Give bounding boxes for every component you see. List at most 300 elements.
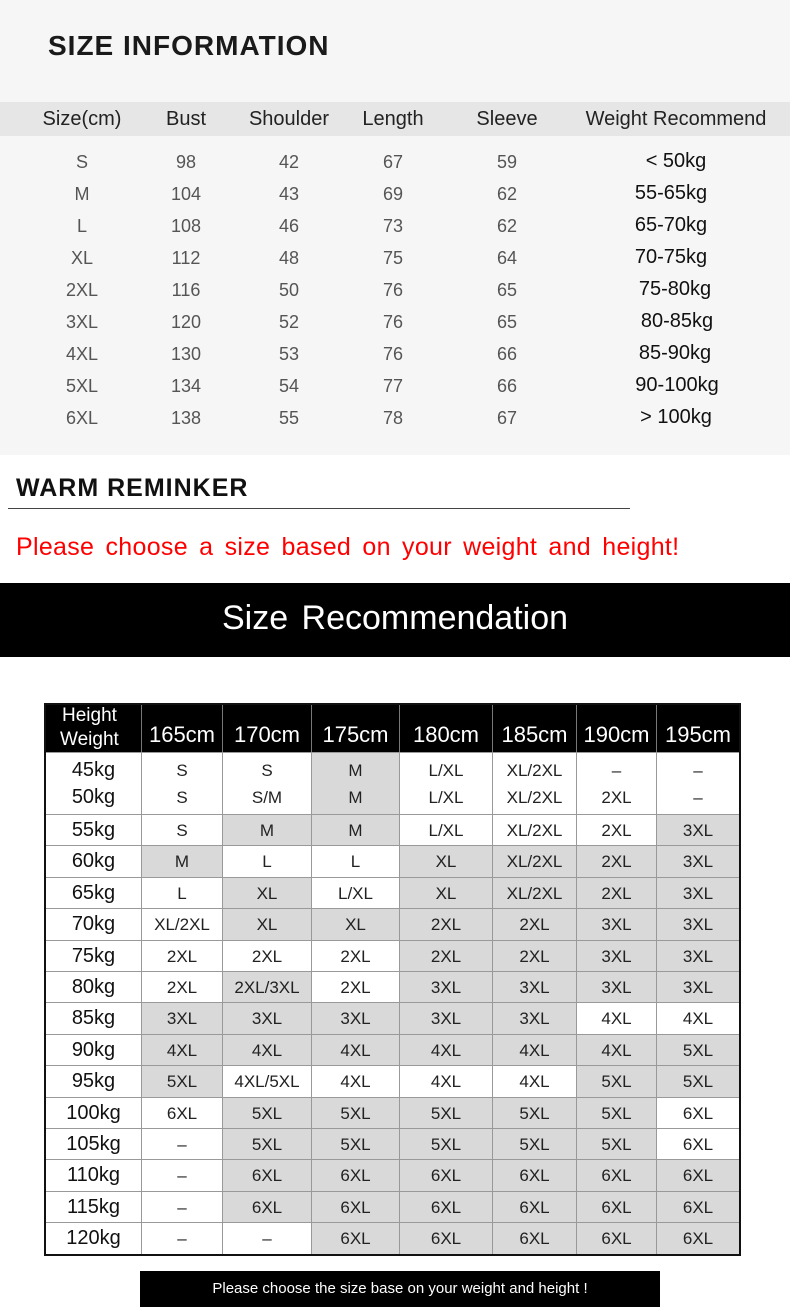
cell-size-value: 3XL [519, 1009, 550, 1029]
size-recommendation-cell [576, 752, 656, 814]
cell-size-value: 2XL [601, 788, 632, 807]
cell-size-value: L/XL [338, 883, 373, 903]
cell-size-value: XL [345, 915, 366, 935]
weight-value: 75kg [71, 944, 116, 967]
warm-reminder-title: WARM REMINKER [16, 474, 249, 502]
size-recommendation-cell [141, 1034, 222, 1065]
weight-label: Weight [60, 729, 119, 750]
size-recommendation-cell [656, 1065, 739, 1096]
size-cell: 53 [278, 344, 300, 364]
cell-size-value: XL/2XL [506, 761, 563, 780]
size-cell: 48 [278, 248, 300, 268]
cell-size-value: – [693, 788, 703, 807]
cell-size-value: 3XL [430, 1009, 462, 1029]
size-cell: 76 [382, 312, 404, 332]
weight-recommend-cell: 80-85kg [640, 310, 714, 332]
cell-size-value: 3XL [682, 852, 714, 872]
size-recommendation-cell [492, 1002, 576, 1033]
cell-size-value: 3XL [601, 946, 632, 966]
weight-row-label [46, 1097, 141, 1128]
size-header-2: Shoulder [248, 108, 330, 130]
size-recommendation-cell [492, 1222, 576, 1253]
cell-size-value: 3XL [682, 883, 714, 903]
size-recommendation-cell [576, 1097, 656, 1128]
size-cell: 76 [382, 280, 404, 300]
weight-value: 110kg [66, 1164, 120, 1187]
size-recommendation-cell [656, 971, 739, 1002]
cell-size-value: XL/2XL [506, 821, 563, 840]
weight-value: 100kg [66, 1101, 121, 1124]
size-recommendation-cell [656, 1222, 739, 1253]
cell-size-value: S [176, 788, 188, 807]
weight-row-label [46, 845, 141, 876]
size-cell: 134 [170, 376, 202, 396]
weight-recommend-cell: 90-100kg [635, 374, 719, 396]
cell-size-value: 6XL [682, 1135, 714, 1154]
size-recommendation-cell [141, 1002, 222, 1033]
size-cell: 66 [496, 376, 518, 396]
cell-size-value: 3XL [682, 978, 714, 997]
cell-size-value: 5XL [251, 1103, 283, 1123]
size-recommendation-cell [492, 1159, 576, 1190]
size-cell: 62 [496, 216, 518, 236]
size-recommendation-cell [222, 1065, 311, 1096]
size-recommendation-cell [656, 908, 739, 939]
size-cell: 78 [382, 408, 404, 428]
size-recommendation-cell [311, 908, 399, 939]
cell-size-value: L/XL [428, 821, 464, 840]
size-recommendation-cell [576, 1159, 656, 1190]
height-column-header: 180cm [399, 705, 492, 752]
size-header-5: Weight Recommend [585, 108, 767, 130]
size-recommendation-cell [492, 752, 576, 814]
size-recommendation-grid [44, 703, 741, 1256]
size-recommendation-cell [141, 845, 222, 876]
size-header-3: Length [362, 108, 424, 130]
size-recommendation-cell [311, 940, 399, 971]
cell-size-value: 4XL [519, 1040, 550, 1060]
size-recommendation-cell [576, 971, 656, 1002]
size-recommendation-cell [656, 1191, 739, 1222]
size-recommendation-cell [399, 1159, 492, 1190]
weight-row-label [46, 940, 141, 971]
cell-size-value: M [259, 821, 275, 840]
cell-size-value: 6XL [601, 1166, 632, 1186]
cell-size-value: 6XL [519, 1229, 550, 1249]
size-cell: M [74, 184, 90, 204]
size-recommendation-cell [576, 1191, 656, 1222]
cell-size-value: 4XL [601, 1009, 632, 1029]
cell-size-value: 2XL [430, 915, 462, 935]
size-recommendation-cell [399, 1002, 492, 1033]
size-recommendation-cell [399, 1034, 492, 1065]
size-recommendation-cell [399, 877, 492, 908]
size-recommendation-cell [399, 1222, 492, 1253]
cell-size-value: 4XL [251, 1040, 283, 1060]
size-recommendation-cell [141, 752, 222, 814]
weight-value: 115kg [66, 1195, 120, 1218]
size-recommendation-title: Size Recommendation [221, 599, 569, 637]
cell-size-value: L [177, 883, 187, 903]
size-header-4: Sleeve [476, 108, 538, 130]
size-recommendation-cell [492, 814, 576, 845]
grid-header-row [46, 705, 739, 752]
size-recommendation-cell [141, 877, 222, 908]
size-recommendation-cell [399, 752, 492, 814]
cell-size-value: 3XL [601, 978, 632, 997]
cell-size-value: 5XL [601, 1103, 632, 1123]
cell-size-value: 2XL [340, 978, 371, 997]
size-cell: S [75, 152, 89, 172]
size-cell: 6XL [65, 408, 99, 428]
size-header-0: Size(cm) [42, 108, 122, 130]
size-recommendation-cell [492, 1065, 576, 1096]
cell-size-value: 2XL [430, 946, 462, 966]
cell-size-value: 3XL [601, 915, 632, 935]
cell-size-value: XL [256, 883, 278, 903]
weight-row-label [46, 908, 141, 939]
size-recommendation-cell [492, 1128, 576, 1159]
cell-size-value: – [262, 1229, 272, 1249]
cell-size-value: XL/2XL [506, 852, 563, 872]
cell-size-value: 6XL [251, 1166, 283, 1186]
cell-size-value: 4XL [430, 1072, 462, 1092]
size-recommendation-cell [141, 1097, 222, 1128]
cell-size-value: S [176, 761, 188, 780]
cell-size-value: 5XL [340, 1135, 371, 1154]
weight-value: 45kg [71, 759, 116, 781]
weight-recommend-cell: > 100kg [640, 406, 712, 428]
weight-value: 80kg [71, 976, 116, 998]
size-recommendation-cell [222, 1159, 311, 1190]
size-recommendation-cell [311, 1159, 399, 1190]
size-cell: 46 [278, 216, 300, 236]
weight-recommend-cell: 55-65kg [634, 182, 708, 204]
size-recommendation-cell [656, 940, 739, 971]
size-row [0, 148, 790, 180]
size-recommendation-cell [576, 1065, 656, 1096]
cell-size-value: XL/2XL [154, 915, 210, 935]
size-cell: 4XL [65, 344, 99, 364]
cell-size-value: 6XL [251, 1197, 283, 1217]
size-recommendation-cell [222, 1128, 311, 1159]
size-recommendation-banner [0, 583, 790, 657]
size-recommendation-cell [311, 1065, 399, 1096]
reminder-divider [8, 508, 630, 509]
cell-size-value: – [177, 1135, 187, 1154]
size-recommendation-cell [311, 845, 399, 876]
size-cell: 112 [171, 248, 201, 268]
size-recommendation-cell [576, 940, 656, 971]
size-cell: 66 [496, 344, 518, 364]
size-recommendation-cell [492, 845, 576, 876]
weight-recommend-cell: 75-80kg [638, 278, 712, 300]
weight-recommend-cell: 70-75kg [634, 246, 708, 268]
cell-size-value: – [611, 761, 622, 780]
cell-size-value: 6XL [430, 1197, 462, 1217]
size-recommendation-cell [656, 877, 739, 908]
size-cell: 2XL [65, 280, 99, 300]
size-recommendation-cell [576, 1034, 656, 1065]
size-row [0, 404, 790, 436]
cell-size-value: 6XL [430, 1229, 462, 1249]
size-recommendation-cell [222, 908, 311, 939]
weight-value: 95kg [71, 1070, 116, 1093]
weight-value: 55kg [71, 819, 116, 841]
cell-size-value: 6XL [166, 1103, 198, 1123]
size-recommendation-cell [656, 845, 739, 876]
size-cell: 59 [496, 152, 518, 172]
size-recommendation-cell [399, 1065, 492, 1096]
size-recommendation-cell [222, 971, 311, 1002]
cell-size-value: 5XL [519, 1103, 550, 1123]
weight-row-label [46, 971, 141, 1002]
size-row [0, 308, 790, 340]
cell-size-value: 3XL [682, 821, 714, 840]
size-recommendation-cell [656, 1034, 739, 1065]
size-recommendation-cell [222, 1191, 311, 1222]
size-cell: L [76, 216, 88, 236]
size-cell: 50 [278, 280, 300, 300]
cell-size-value: 5XL [166, 1072, 198, 1092]
cell-size-value: XL [256, 915, 278, 935]
size-recommendation-cell [656, 1002, 739, 1033]
cell-size-value: 5XL [601, 1072, 632, 1092]
size-recommendation-cell [141, 1191, 222, 1222]
size-recommendation-cell [399, 814, 492, 845]
cell-size-value: 5XL [251, 1135, 283, 1154]
size-recommendation-cell [311, 1222, 399, 1253]
cell-size-value: XL/2XL [506, 883, 563, 903]
size-cell: 42 [278, 152, 300, 172]
size-recommendation-cell [311, 877, 399, 908]
size-information-title: SIZE INFORMATION [48, 30, 330, 61]
cell-size-value: XL/2XL [506, 788, 563, 807]
size-recommendation-cell [222, 814, 311, 845]
cell-size-value: 4XL [166, 1040, 198, 1060]
height-column-header: 195cm [656, 705, 739, 752]
size-information-section [0, 0, 790, 455]
height-column-header: 165cm [141, 705, 222, 752]
size-header-1: Bust [165, 108, 207, 130]
cell-size-value: 6XL [682, 1166, 714, 1186]
cell-size-value: 5XL [682, 1072, 714, 1092]
size-row [0, 340, 790, 372]
size-row [0, 212, 790, 244]
size-row [0, 276, 790, 308]
size-recommendation-cell [576, 814, 656, 845]
cell-size-value: S/M [251, 788, 283, 807]
weight-value: 120kg [66, 1227, 121, 1250]
size-recommendation-cell [311, 814, 399, 845]
cell-size-value: L [350, 852, 361, 872]
size-cell: XL [70, 248, 94, 268]
size-cell: 67 [496, 408, 518, 428]
cell-size-value: 4XL [430, 1040, 462, 1060]
size-recommendation-cell [656, 752, 739, 814]
cell-size-value: 4XL [519, 1072, 550, 1092]
size-recommendation-cell [311, 971, 399, 1002]
size-recommendation-cell [492, 877, 576, 908]
size-cell: 104 [170, 184, 202, 204]
size-recommendation-cell [222, 1002, 311, 1033]
cell-size-value: 6XL [519, 1166, 550, 1186]
cell-size-value: 6XL [682, 1229, 714, 1249]
weight-row-label [46, 1222, 141, 1253]
size-recommendation-cell [656, 1128, 739, 1159]
size-recommendation-cell [141, 940, 222, 971]
size-recommendation-cell [141, 971, 222, 1002]
size-recommendation-cell [576, 908, 656, 939]
weight-row-label [46, 1159, 141, 1190]
cell-size-value: 6XL [601, 1197, 632, 1217]
cell-size-value: 6XL [340, 1166, 371, 1186]
size-recommendation-cell [222, 1097, 311, 1128]
cell-size-value: L/XL [428, 788, 464, 807]
weight-value: 90kg [71, 1038, 116, 1061]
cell-size-value: S [261, 761, 273, 780]
size-recommendation-cell [656, 814, 739, 845]
cell-size-value: 2XL/3XL [234, 978, 300, 997]
height-column-header: 185cm [492, 705, 576, 752]
height-label: Height [62, 705, 117, 726]
cell-size-value: 6XL [340, 1197, 371, 1217]
size-cell: 65 [496, 312, 518, 332]
cell-size-value: L/XL [428, 761, 464, 780]
cell-size-value: 2XL [166, 946, 198, 966]
size-cell: 116 [171, 280, 201, 300]
weight-row-label [46, 1128, 141, 1159]
size-recommendation-cell [576, 1002, 656, 1033]
size-row [0, 244, 790, 276]
cell-size-value: 3XL [166, 1009, 198, 1029]
weight-value: 70kg [71, 913, 116, 936]
cell-size-value: 6XL [601, 1229, 632, 1249]
size-recommendation-cell [492, 1097, 576, 1128]
cell-size-value: 2XL [519, 915, 550, 935]
cell-size-value: 2XL [601, 821, 632, 840]
size-cell: 3XL [65, 312, 99, 332]
size-cell: 62 [496, 184, 518, 204]
weight-row-label [46, 1191, 141, 1222]
size-recommendation-cell [492, 908, 576, 939]
weight-recommend-cell: < 50kg [645, 150, 707, 172]
size-row [0, 180, 790, 212]
cell-size-value: 5XL [601, 1135, 632, 1154]
cell-size-value: 6XL [430, 1166, 462, 1186]
size-recommendation-cell [311, 1034, 399, 1065]
height-column-header: 170cm [222, 705, 311, 752]
weight-value: 65kg [71, 881, 116, 904]
size-recommendation-cell [222, 1034, 311, 1065]
size-cell: 77 [382, 376, 404, 396]
cell-size-value: 2XL [251, 946, 283, 966]
size-row [0, 372, 790, 404]
size-cell: 138 [170, 408, 202, 428]
size-recommendation-cell [311, 1191, 399, 1222]
height-column-header: 190cm [576, 705, 656, 752]
cell-size-value: 2XL [519, 946, 550, 966]
size-recommendation-cell [311, 1097, 399, 1128]
cell-size-value: 5XL [430, 1103, 462, 1123]
size-recommendation-cell [399, 1097, 492, 1128]
height-column-header: 175cm [311, 705, 399, 752]
cell-size-value: 5XL [682, 1040, 714, 1060]
size-cell: 76 [382, 344, 404, 364]
weight-row-label [46, 814, 141, 845]
weight-value: 105kg [66, 1133, 121, 1155]
cell-size-value: M [348, 761, 363, 780]
size-cell: 54 [278, 376, 300, 396]
cell-size-value: 4XL [601, 1040, 632, 1060]
size-cell: 65 [496, 280, 518, 300]
cell-size-value: 4XL/5XL [234, 1072, 300, 1092]
size-recommendation-cell [399, 940, 492, 971]
cell-size-value: – [177, 1229, 187, 1249]
size-recommendation-cell [576, 1128, 656, 1159]
cell-size-value: 6XL [519, 1197, 550, 1217]
size-recommendation-cell [399, 971, 492, 1002]
size-recommendation-cell [576, 1222, 656, 1253]
size-recommendation-cell [311, 1128, 399, 1159]
size-cell: 108 [170, 216, 202, 236]
size-recommendation-cell [576, 845, 656, 876]
weight-value: 85kg [71, 1007, 116, 1030]
size-cell: 120 [170, 312, 202, 332]
size-recommendation-cell [492, 971, 576, 1002]
weight-recommend-cell: 85-90kg [638, 342, 712, 364]
size-recommendation-cell [141, 814, 222, 845]
size-cell: 55 [278, 408, 300, 428]
size-recommendation-cell [141, 1159, 222, 1190]
cell-size-value: – [693, 761, 703, 780]
size-cell: 64 [496, 248, 518, 268]
size-recommendation-cell [311, 1002, 399, 1033]
size-recommendation-cell [492, 1191, 576, 1222]
cell-size-value: XL [435, 883, 457, 903]
size-recommendation-cell [141, 908, 222, 939]
footer-text: Please choose the size base on your weight and height ! [212, 1280, 588, 1297]
cell-size-value: 3XL [340, 1009, 371, 1029]
cell-size-value: 4XL [340, 1040, 371, 1060]
cell-size-value: 3XL [251, 1009, 283, 1029]
size-recommendation-cell [399, 1191, 492, 1222]
size-recommendation-cell [656, 1097, 739, 1128]
cell-size-value: 2XL [601, 852, 632, 872]
cell-size-value: M [348, 788, 363, 807]
cell-size-value: M [174, 852, 190, 872]
size-recommendation-cell [399, 845, 492, 876]
cell-size-value: 6XL [682, 1103, 714, 1123]
warm-reminder-text: Please choose a size based on your weight and height! [16, 533, 680, 561]
cell-size-value: 5XL [519, 1135, 550, 1154]
cell-size-value: – [177, 1197, 187, 1217]
size-cell: 67 [382, 152, 404, 172]
cell-size-value: S [176, 821, 188, 840]
size-recommendation-cell [222, 1222, 311, 1253]
weight-row-label [46, 1065, 141, 1096]
size-cell: 75 [382, 248, 404, 268]
size-recommendation-cell [222, 877, 311, 908]
weight-row-label [46, 1034, 141, 1065]
size-recommendation-cell [222, 940, 311, 971]
size-recommendation-cell [222, 845, 311, 876]
weight-row-label [46, 752, 141, 814]
cell-size-value: M [348, 821, 363, 840]
cell-size-value: XL [435, 852, 457, 872]
cell-size-value: 2XL [340, 946, 371, 966]
cell-size-value: – [177, 1166, 187, 1186]
